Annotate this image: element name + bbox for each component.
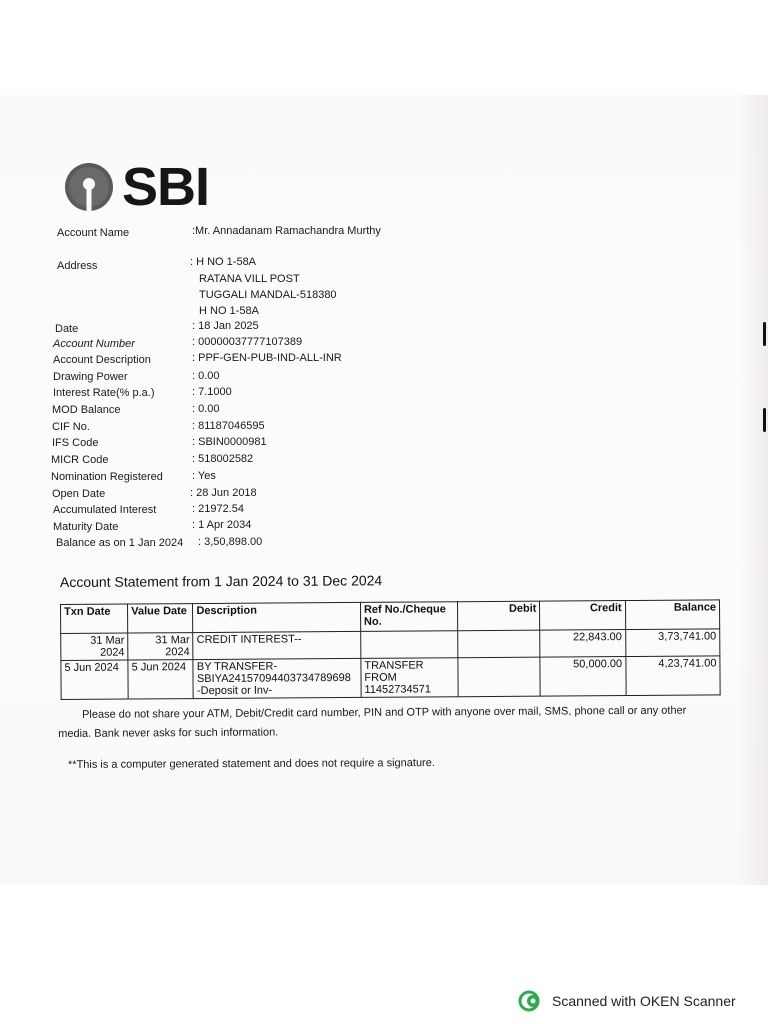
description-cell: CREDIT INTEREST-- xyxy=(193,631,361,659)
col-balance: Balance xyxy=(625,600,720,630)
scanner-label: Scanned with OKEN Scanner xyxy=(552,993,736,1009)
account-name-label: Account Name xyxy=(57,227,130,239)
scanner-watermark xyxy=(518,990,736,1012)
ifs-code-value: : SBIN0000981 xyxy=(192,436,267,448)
ref-cell: TRANSFER FROM 11452734571 xyxy=(361,658,459,698)
col-ref-no: Ref No./Cheque No. xyxy=(360,602,457,632)
opening-balance-value: : 3,50,898.00 xyxy=(198,536,263,548)
drawing-power-label: Drawing Power xyxy=(53,371,128,383)
statement-title: Account Statement from 1 Jan 2024 to 31 Dec 2024 xyxy=(59,572,383,590)
transaction-table xyxy=(60,599,721,700)
date-label: Date xyxy=(55,323,79,335)
value-date-cell: 31 Mar 2024 xyxy=(128,633,193,660)
mod-balance-label: MOD Balance xyxy=(52,404,121,416)
drawing-power-value: : 0.00 xyxy=(192,370,220,382)
accumulated-interest-label: Accumulated Interest xyxy=(53,504,157,516)
address-line-4: H NO 1-58A xyxy=(199,305,259,317)
account-description-value: : PPF-GEN-PUB-IND-ALL-INR xyxy=(192,352,342,364)
txn-date-cell: 31 Mar 2024 xyxy=(61,633,128,660)
col-credit: Credit xyxy=(540,601,625,631)
address-label: Address xyxy=(57,260,98,272)
interest-rate-label: Interest Rate(% p.a.) xyxy=(53,387,155,399)
balance-cell: 3,73,741.00 xyxy=(625,629,720,657)
opening-balance-label: Balance as on 1 Jan 2024 xyxy=(56,537,184,549)
description-cell: BY TRANSFER- SBIYA24157094403734789698 -Deposit or Inv- xyxy=(193,658,361,698)
ref-cell xyxy=(361,631,458,659)
table-row xyxy=(61,656,720,700)
account-name-value: :Mr. Annadanam Ramachandra Murthy xyxy=(192,225,381,237)
cif-label: CIF No. xyxy=(52,421,90,433)
micr-code-value: : 518002582 xyxy=(192,453,254,465)
sbi-logo xyxy=(64,157,210,217)
address-line-1: : H NO 1-58A xyxy=(190,256,257,268)
value-date-cell: 5 Jun 2024 xyxy=(128,660,193,699)
credit-cell: 22,843.00 xyxy=(540,630,625,658)
open-date-label: Open Date xyxy=(52,488,106,500)
col-description: Description xyxy=(193,602,361,632)
maturity-date-label: Maturity Date xyxy=(53,521,119,533)
col-value-date: Value Date xyxy=(128,604,193,633)
paper-edge-mark xyxy=(763,408,766,432)
micr-code-label: MICR Code xyxy=(51,454,109,466)
accumulated-interest-value: : 21972.54 xyxy=(192,503,244,515)
account-description-label: Account Description xyxy=(53,354,151,366)
cif-value: : 81187046595 xyxy=(192,420,265,432)
address-line-3: TUGGALI MANDAL-518380 xyxy=(199,289,337,301)
debit-cell xyxy=(458,657,541,697)
paper-edge-mark xyxy=(763,322,766,346)
computer-generated-footnote: **This is a computer generated statement and does not require a signature. xyxy=(67,757,435,771)
maturity-date-value: : 1 Apr 2034 xyxy=(192,519,252,531)
sbi-keyhole-icon xyxy=(64,162,114,212)
security-notice: Please do not share your ATM, Debit/Credit card number, PIN and OTP with anyone over mail, SMS, phone call or any other media. Bank never asks for such information. xyxy=(58,704,687,740)
bank-name: SBI xyxy=(122,157,210,217)
address-line-2: RATANA VILL POST xyxy=(199,273,300,285)
account-number-value: : 00000037777107389 xyxy=(192,336,303,348)
table-header-row xyxy=(61,600,720,634)
account-number-label: Account Number xyxy=(53,338,135,350)
ifs-code-label: IFS Code xyxy=(52,437,99,449)
nomination-value: : Yes xyxy=(192,470,216,482)
balance-cell: 4,23,741.00 xyxy=(626,656,721,696)
txn-date-cell: 5 Jun 2024 xyxy=(61,660,128,699)
col-debit: Debit xyxy=(458,601,540,631)
col-txn-date: Txn Date xyxy=(61,604,128,633)
interest-rate-value: : 7.1000 xyxy=(192,386,232,398)
oken-scanner-icon xyxy=(518,990,544,1012)
debit-cell xyxy=(458,630,540,658)
nomination-label: Nomination Registered xyxy=(51,471,163,483)
open-date-value: : 28 Jun 2018 xyxy=(190,487,257,499)
mod-balance-value: : 0.00 xyxy=(192,403,220,415)
credit-cell: 50,000.00 xyxy=(540,657,626,697)
date-value: : 18 Jan 2025 xyxy=(192,320,259,332)
paper-edge-shadow xyxy=(738,95,768,885)
